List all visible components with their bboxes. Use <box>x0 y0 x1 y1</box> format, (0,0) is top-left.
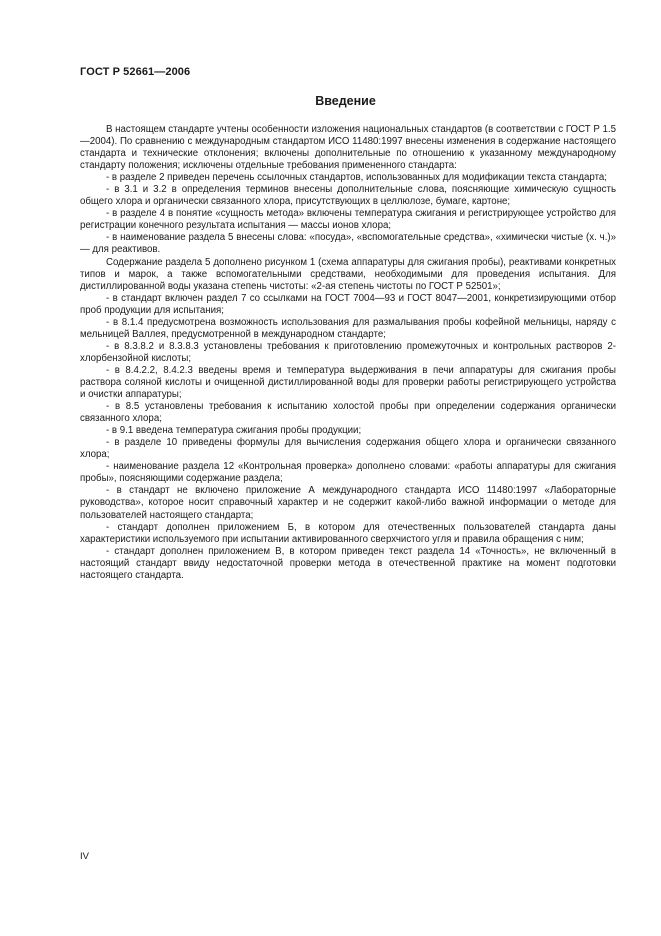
paragraph: В настоящем стандарте учтены особенности изложения национальных стандартов (в соответствии с ГОСТ Р 1.5—2004). По сравнению с международным стандартом ИСО 11480:1997 внесены изменения в содержание настоящего стандарта и технические отклонения; включены дополнительные по отношению к указанному международному стандарту положения; исключены отдельные требования примененного стандарта: <box>80 124 616 172</box>
paragraph: - в стандарт не включено приложение А международного стандарта ИСО 11480:1997 «Лабораторные руководства», которое носит справочный характер и не содержит какой-либо важной информации о методе для пользователей настоящего стандарта; <box>80 485 616 521</box>
page-number: IV <box>80 851 89 862</box>
paragraph: - в стандарт включен раздел 7 со ссылками на ГОСТ 7004—93 и ГОСТ 8047—2001, конкретизирующими отбор проб продукции для испытания; <box>80 292 616 316</box>
page-title: Введение <box>315 94 376 108</box>
document-id: ГОСТ Р 52661—2006 <box>80 66 191 78</box>
paragraph: - в 9.1 введена температура сжигания пробы продукции; <box>106 425 362 437</box>
paragraph: - в разделе 2 приведен перечень ссылочных стандартов, использованных для модификации текста стандарта; <box>106 172 607 184</box>
paragraph: - стандарт дополнен приложением Б, в котором для отечественных пользователей стандарта даны характеристики используемого при испытании активированного сверхчистого угля и правила обращения с ним; <box>80 521 616 545</box>
paragraph: - в 8.5 установлены требования к испытанию холостой пробы при определении содержания органически связанного хлора; <box>80 401 616 425</box>
paragraph: - в 3.1 и 3.2 в определения терминов внесены дополнительные слова, поясняющие химическую сущность общего хлора и органически связанного хлора, присутствующих в целлюлозе, бумаге, картоне; <box>80 184 616 208</box>
paragraph: - в 8.1.4 предусмотрена возможность использования для размалывания пробы кофейной мельницы, наряду с мельницей Валлея, предусмотренной в международном стандарте; <box>80 316 616 340</box>
paragraph: - в 8.3.8.2 и 8.3.8.3 установлены требования к приготовлению промежуточных и контрольных растворов 2-хлорбензойной кислоты; <box>80 340 616 364</box>
paragraph: - в разделе 10 приведены формулы для вычисления содержания общего хлора и органически связанного хлора; <box>80 437 616 461</box>
paragraph: - в наименование раздела 5 внесены слова: «посуда», «вспомогательные средства», «химически чистые (х. ч.)» — для реактивов. <box>80 232 616 256</box>
paragraph: - в 8.4.2.2, 8.4.2.3 введены время и температура выдерживания в печи аппаратуры для сжигания пробы раствора соляной кислоты и очищенной дистиллированной воды для проверки работы регистрирующего устройства и очистки аппаратуры; <box>80 364 616 401</box>
paragraph: Содержание раздела 5 дополнено рисунком 1 (схема аппаратуры для сжигания пробы), реактивами конкретных типов и марок, а также вспомогательными средствами, необходимыми для проведения испытания. Для дистиллированной воды указана степень чистоты: «2-ая степень чистоты по ГОСТ Р 52501»; <box>80 256 616 292</box>
paragraph: - наименование раздела 12 «Контрольная проверка» дополнено словами: «работы аппаратуры для сжигания пробы», поясняющими содержание раздела; <box>80 461 616 485</box>
paragraph: - в разделе 4 в понятие «сущность метода» включены температура сжигания и регистрирующее устройство для регистрации конечного результата испытания — массы ионов хлора; <box>80 208 616 232</box>
paragraph: - стандарт дополнен приложением В, в котором приведен текст раздела 14 «Точность», не включенный в настоящий стандарт ввиду недостаточной проверки метода в отечественной практике на момент подготовки настоящего стандарта. <box>80 545 616 581</box>
document-body <box>80 124 616 582</box>
